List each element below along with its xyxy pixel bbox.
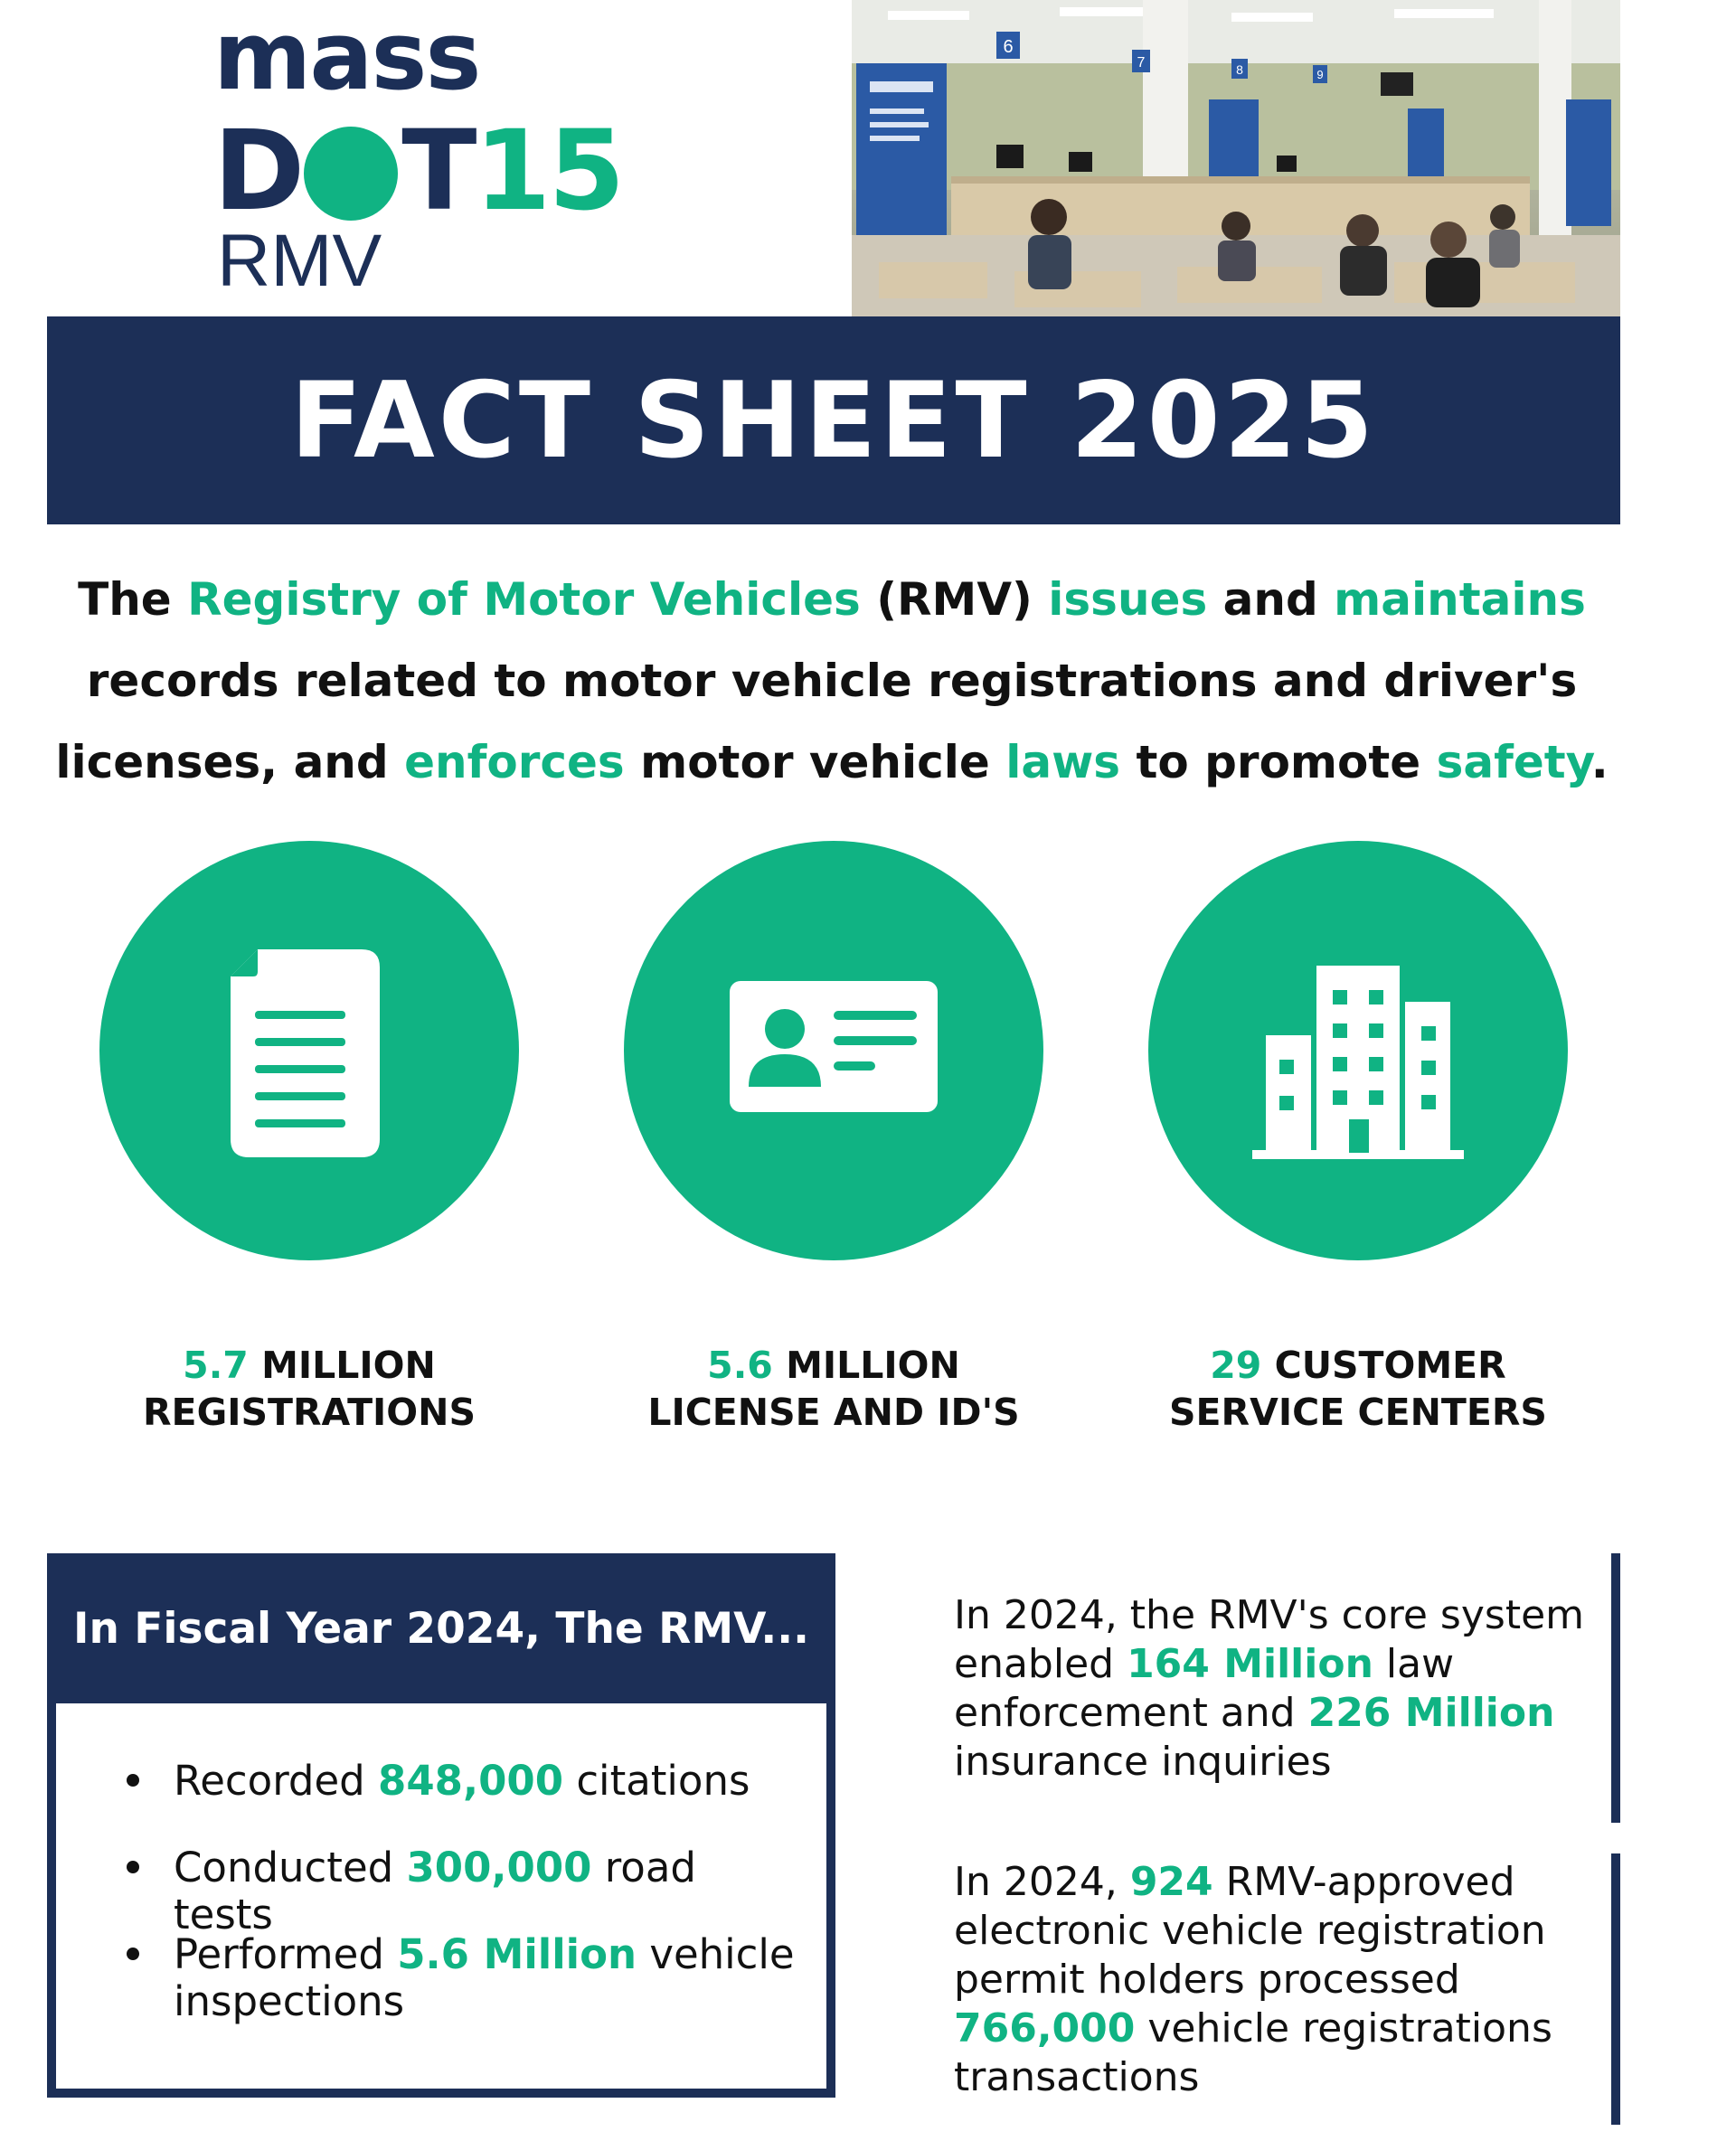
item-text: Conducted bbox=[174, 1844, 407, 1891]
note-text: vehicle registrations transactions bbox=[954, 2005, 1552, 2100]
bullet-icon bbox=[127, 1774, 139, 1787]
stat-licenses bbox=[580, 1342, 1087, 1436]
document-icon bbox=[99, 841, 519, 1260]
note-text: RMV-approved electronic vehicle registration permit holders processed bbox=[954, 1859, 1546, 2003]
intro-highlight-issues: issues bbox=[1048, 573, 1208, 626]
intro-text-4: records related to motor vehicle registrations and driver's licenses, and bbox=[55, 655, 1578, 788]
note-text: In 2024, bbox=[954, 1859, 1130, 1905]
note-text: insurance inquiries bbox=[954, 1739, 1332, 1785]
list-item bbox=[174, 1844, 807, 1938]
licenses-circle bbox=[624, 841, 1043, 1260]
permit-holders-note bbox=[954, 1858, 1605, 2102]
stat-label: REGISTRATIONS bbox=[142, 1391, 476, 1434]
title-banner bbox=[47, 316, 1620, 524]
service-center-photo bbox=[852, 0, 1620, 316]
item-text: road tests bbox=[174, 1844, 696, 1938]
massdot-rmv-logo bbox=[213, 1, 720, 302]
stat-value: 5.7 bbox=[183, 1344, 249, 1387]
id-card-icon bbox=[624, 841, 1043, 1260]
stat-unit: MILLION bbox=[248, 1344, 436, 1387]
intro-highlight-maintains: maintains bbox=[1334, 573, 1586, 626]
intro-text-3: and bbox=[1207, 573, 1335, 626]
stat-registrations bbox=[56, 1342, 562, 1436]
logo-green-dot bbox=[304, 127, 398, 221]
counter-8-label: 8 bbox=[1236, 62, 1243, 77]
fiscal-year-list bbox=[56, 1703, 826, 2089]
intro-highlight-laws: laws bbox=[1005, 736, 1121, 788]
logo-t-letter: T bbox=[401, 107, 475, 235]
stat-service-centers bbox=[1105, 1342, 1611, 1436]
intro-highlight-registry: Registry of Motor Vehicles bbox=[187, 573, 861, 626]
item-text: citations bbox=[563, 1757, 750, 1805]
intro-highlight-enforces: enforces bbox=[404, 736, 625, 788]
logo-rmv-text: RMV bbox=[217, 220, 382, 302]
item-number: 5.6 Million bbox=[397, 1930, 637, 1978]
intro-highlight-safety: safety bbox=[1436, 736, 1591, 788]
intro-paragraph bbox=[36, 559, 1628, 803]
note-text: In 2024, the RMV's core system enabled bbox=[954, 1592, 1584, 1687]
logo-15-number: 15 bbox=[474, 107, 623, 235]
intro-text-7: . bbox=[1590, 736, 1609, 788]
stat-unit: CUSTOMER bbox=[1261, 1344, 1506, 1387]
note-divider-bar bbox=[1611, 1553, 1620, 1823]
logo-d-letter: D bbox=[213, 107, 303, 235]
buildings-icon bbox=[1148, 841, 1568, 1260]
counter-7-label: 7 bbox=[1137, 55, 1146, 71]
item-text: Performed bbox=[174, 1930, 398, 1978]
intro-text-1: The bbox=[78, 573, 188, 626]
stat-value: 29 bbox=[1210, 1344, 1262, 1387]
intro-text-2: (RMV) bbox=[860, 573, 1049, 626]
list-item bbox=[174, 1931, 807, 2025]
bullet-icon bbox=[127, 1861, 139, 1873]
logo-dot15-row bbox=[213, 107, 623, 235]
counter-6-label: 6 bbox=[1003, 37, 1014, 57]
fiscal-year-heading: In Fiscal Year 2024, The RMV... bbox=[72, 1603, 810, 1654]
item-number: 300,000 bbox=[406, 1844, 592, 1891]
stat-label: LICENSE AND ID'S bbox=[647, 1391, 1020, 1434]
item-text: Recorded bbox=[174, 1757, 379, 1805]
page-title: FACT SHEET 2025 bbox=[290, 359, 1377, 482]
note-number: 164 Million bbox=[1127, 1641, 1373, 1687]
item-number: 848,000 bbox=[378, 1757, 564, 1805]
item-text: vehicle inspections bbox=[174, 1930, 795, 2025]
note-number: 924 bbox=[1129, 1859, 1213, 1905]
fiscal-year-box bbox=[47, 1553, 835, 2098]
note-number: 766,000 bbox=[954, 2005, 1136, 2051]
note-number: 226 Million bbox=[1307, 1690, 1555, 1736]
list-item bbox=[174, 1758, 807, 1805]
core-system-note bbox=[954, 1591, 1605, 1787]
counter-9-label: 9 bbox=[1316, 68, 1324, 81]
intro-text-5: motor vehicle bbox=[624, 736, 1006, 788]
note-text: law enforcement and bbox=[954, 1641, 1455, 1736]
service-centers-circle bbox=[1148, 841, 1568, 1260]
note-divider-bar bbox=[1611, 1853, 1620, 2125]
intro-text-6: to promote bbox=[1120, 736, 1437, 788]
registrations-circle bbox=[99, 841, 519, 1260]
logo-mass-text: mass bbox=[213, 1, 480, 111]
stat-label: SERVICE CENTERS bbox=[1169, 1391, 1547, 1434]
stat-unit: MILLION bbox=[772, 1344, 960, 1387]
stat-value: 5.6 bbox=[707, 1344, 773, 1387]
bullet-icon bbox=[127, 1948, 139, 1960]
